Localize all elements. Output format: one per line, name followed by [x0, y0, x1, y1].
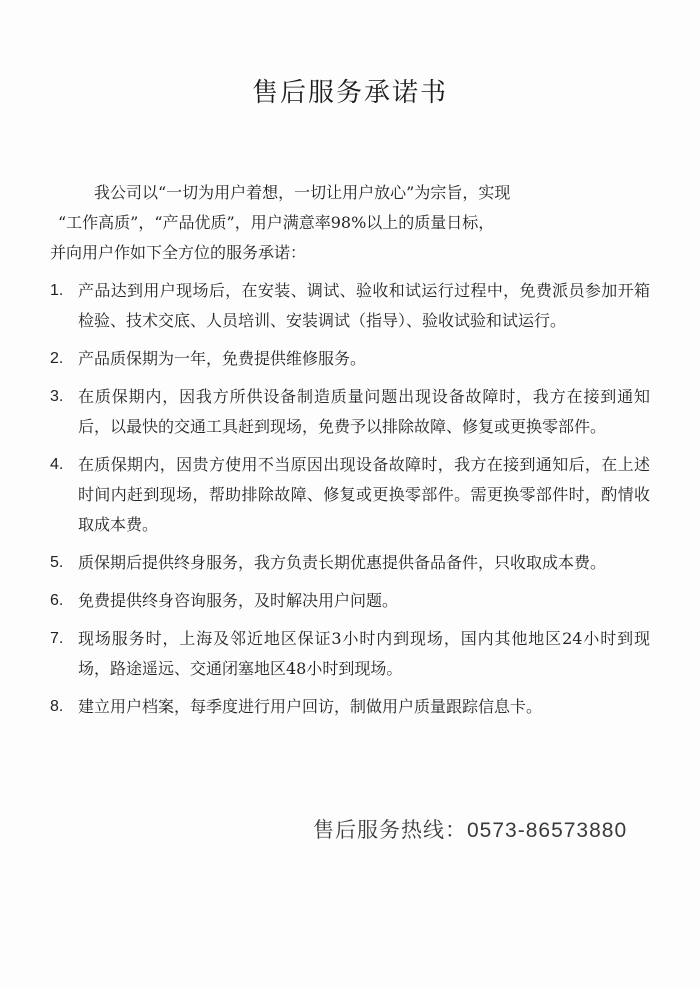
list-item [50, 450, 650, 540]
item-number: 1. [50, 282, 64, 299]
commitment-list [50, 276, 650, 730]
intro-line-2: “工作高质”，“产品优质”，用户满意率98%以上的质量日标， [58, 213, 495, 232]
page-title: 售后服务承诺书 [251, 78, 448, 108]
list-item [50, 382, 650, 442]
item-number: 2. [50, 350, 64, 367]
list-item [50, 624, 650, 684]
item-text: 现场服务时，上海及邻近地区保证3小时内到现场，国内其他地区24小时到现场，路途遥远、交通闭塞地区48小时到现场。 [78, 629, 650, 678]
item-number: 8. [50, 698, 64, 715]
item-number: 6. [50, 592, 64, 609]
item-text: 建立用户档案，每季度进行用户回访，制做用户质量跟踪信息卡。 [78, 697, 543, 716]
item-text: 产品质保期为一年，免费提供维修服务。 [78, 349, 367, 368]
intro-paragraph [50, 178, 640, 268]
intro-line-3: 并向用户作如下全方位的服务承诺： [50, 243, 307, 262]
item-text: 质保期后提供终身服务，我方负责长期优惠提供备品备件，只收取成本费。 [78, 553, 607, 572]
list-item [50, 692, 650, 722]
item-number: 4. [50, 456, 64, 473]
item-number: 5. [50, 554, 64, 571]
item-number: 7. [50, 630, 64, 647]
list-item [50, 344, 650, 374]
item-text: 在质保期内，因我方所供设备制造质量问题出现设备故障时，我方在接到通知后，以最快的交通工具赶到现场，免费予以排除故障、修复或更换零部件。 [78, 387, 650, 436]
item-number: 3. [50, 388, 64, 405]
hotline-number: 0573-86573880 [467, 819, 628, 842]
list-item [50, 548, 650, 578]
item-text: 在质保期内，因贵方使用不当原因出现设备故障时，我方在接到通知后，在上述时间内赶到现场，帮助排除故障、修复或更换零部件。需更换零部件时，酌情收取成本费。 [78, 455, 650, 534]
item-text: 产品达到用户现场后，在安装、调试、验收和试运行过程中，免费派员参加开箱检验、技术交底、人员培训、安装调试（指导）、验收试验和试运行。 [78, 281, 650, 330]
list-item [50, 276, 650, 336]
service-hotline [313, 814, 627, 844]
intro-line-1: 我公司以“一切为用户着想，一切让用户放心”为宗旨，实现 [94, 183, 511, 202]
hotline-label: 售后服务热线： [313, 818, 467, 842]
list-item [50, 586, 650, 616]
item-text: 免费提供终身咨询服务，及时解决用户问题。 [78, 591, 399, 610]
